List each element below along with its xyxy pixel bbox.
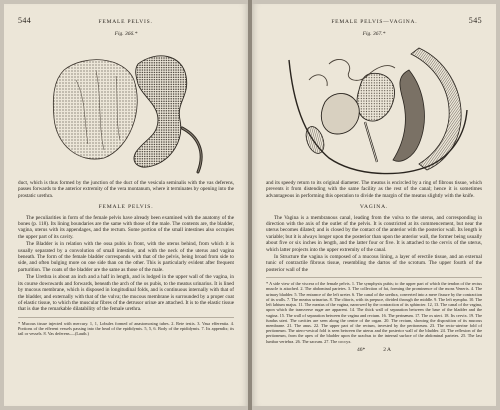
right-paragraph: In Structure the vagina is composed of a mucous lining, a layer of erectile tissue, and an external tunic of contractile fibrous tissue, resembling the dartos of the scrotum. The upper fourth of the posterior wall of the xyxy=(266,254,482,273)
signature-mark-left: 46* xyxy=(356,346,366,353)
right-figure-pelvis-illustration xyxy=(266,40,482,180)
right-figure-caption: Fig. 367.* xyxy=(362,31,386,37)
right-running-title: FEMALE PELVIS—VAGINA. xyxy=(331,19,418,25)
left-page xyxy=(4,4,248,406)
left-paragraph: The peculiarities in form of the female pelvis have already been examined with the anatomy of the bones (p. 118). Its lining boundaries are the same with those of the male. The contents are, the bladder, vagina, uterus with its appendages, and the rectum. Some portion of the small intestines also occupies the upper part of its cavity. xyxy=(18,214,234,240)
right-paragraph: The Vagina is a membranous canal, leading from the vulva to the uterus, and corresponding in direction with the axis of the outlet of the pelvis. It is constricted at its commencement, but near the uterus becomes dilated; and is closed by the contact of the anterior with the posterior wall. Its length is variable; but it is always longer upon the posterior than upon the anterior wall, the former being usually about five or six inches in length, and the latter four or five. It is attached to the cervix of the uterus, which latter projects into the upper extremity of the canal. xyxy=(266,214,482,253)
left-running-head xyxy=(18,16,234,25)
left-running-title: FEMALE PELVIS. xyxy=(98,19,153,25)
right-body-text xyxy=(266,180,482,273)
testis-engraving xyxy=(26,40,226,180)
right-footnote: * A side view of the viscera of the female pelvis. 1. The symphysis pubis; to the upper part of which the tendon of the rectus muscle is attached. 2. The abdominal parietes. 3. The collection of fat, forming the prominence of the mons Veneris. 4. The urinary bladder. 5. The entrance of the left ureter. 6. The canal of the urethra, converted into a mere fissure by the contraction of its walls. 7. The meatus urinarius. 8. The clitoris, with its prepuce, divided through the middle. 9. The left nympha. 10. The left labium majus. 11. The meatus of the vagina, narrowed by the contraction of its sphincter. 12, 13. The canal of the vagina, upon which the transverse rugæ are apparent. 14. The thick wall of separation between the base of the bladder and the vagina. 15. The wall of separation between the vagina and rectum. 16. The perinæum. 17. The os uteri. 18. Its cervix. 19. The fundus uteri. The cavities are seen along the centre of the organ. 20. The rectum, showing the disposition of its mucous membrane. 21. The anus. 22. The upper part of the rectum, invested by the peritoneum. 23. The recto-uterine fold of peritoneum. The utero-vesical fold is seen between the uterus and the posterior wall of the bladder. 24. The reflexion of the peritoneum, from the apex of the bladder upon the urachus to the internal surface of the abdominal parietes. 25. The last lumbar vertebra. 26. The sacrum. 27. The coccyx. xyxy=(266,277,482,343)
signature-mark-right: 2 A xyxy=(383,346,392,353)
right-intro-paragraph: and its speedy return to its original diameter. The meatus is encircled by a ring of fibrous tissue, which prevents it from distending with the same facility as the rest of the canal; hence it is sometimes advantageous in performing this operation to divide the margin of the meatus slightly with the knife. xyxy=(266,180,482,199)
right-page xyxy=(252,4,496,406)
right-running-head xyxy=(266,16,482,25)
left-intro-paragraph: duct, which is thus formed by the junction of the duct of the vesicula seminalis with the vas deferens, passes forwards to the anterior extremity of the vera montanum, where it terminates by opening into the prostatic urethra. xyxy=(18,180,234,199)
left-page-number: 544 xyxy=(18,16,32,25)
right-section-title: VAGINA. xyxy=(359,204,389,211)
left-figure-testis-illustration xyxy=(18,40,234,180)
right-page-number: 545 xyxy=(468,16,482,25)
left-paragraph: The Urethra is about an inch and a half in length, and is lodged in the upper wall of the vagina, in its course downwards and forwards, beneath the arch of the os pubis, to the meatus urinarius. It is lined by mucous membrane, which is disposed in longitudinal folds, and is continuous internally with that of the bladder, and externally with that of the vulva; the mucous membrane is surrounded by a proper coat of elastic tissue, to which the muscular fibres of the detrusor urinæ are attached. It is to the elastic tissue that is due the remarkable dilatability of the female urethra. xyxy=(18,274,234,313)
left-section-title: FEMALE PELVIS. xyxy=(98,204,154,211)
right-signature-marks xyxy=(266,347,482,353)
pelvis-section-engraving xyxy=(269,40,479,180)
left-paragraph: The Bladder is in relation with the ossa pubis in front, with the uterus behind, from which it is usually separated by a convolution of small intestine, and with the neck of the uterus and vagina beneath. The form of the female bladder corresponds with that of the pelvis, being broad from side to side, and often bulging more on one side than on the other. This is particularly evident after frequent parturition. The coats of the bladder are the same as those of the male. xyxy=(18,241,234,273)
left-body-text xyxy=(18,180,234,313)
left-footnote: * Mucous tissue injected with mercury. 1, 1, Lobules formed of anastomosing tubes. 2. Rete testis. 3. Vasa efferentia. 4. Portions of the efferent vessels passing into the head of the epididymis. 5, 5, 6. Body of the epididymis. 7. Its appendix; its tail or vessels. 8. Vas deferens.—(Lauth.) xyxy=(18,317,234,337)
left-figure-caption: Fig. 366.* xyxy=(114,31,138,37)
